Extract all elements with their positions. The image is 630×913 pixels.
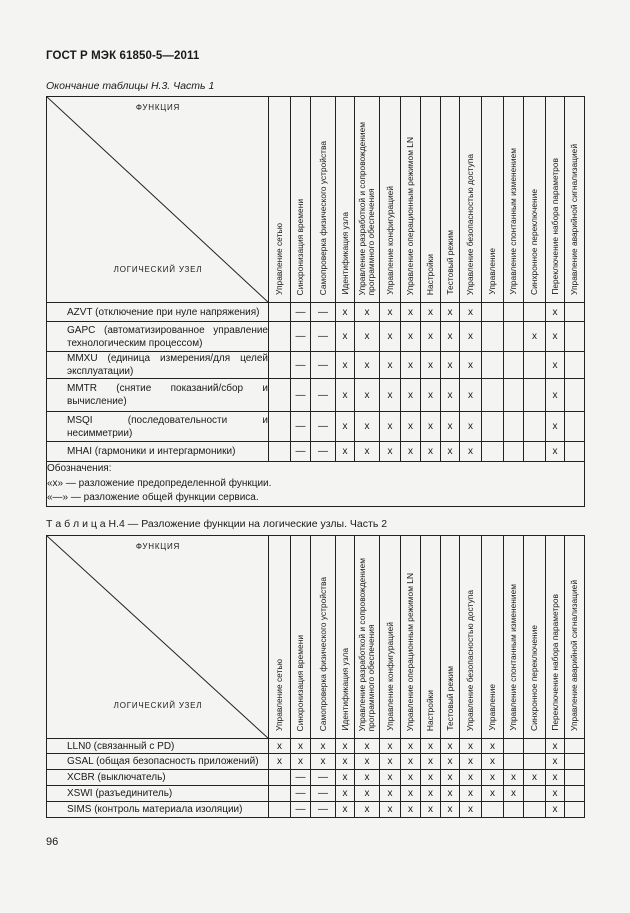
table-cell: x	[460, 379, 482, 412]
function-axis-label: ФУНКЦИЯ	[135, 542, 181, 551]
table1-notes	[47, 462, 585, 507]
table-cell: x	[380, 442, 401, 462]
table-cell	[565, 770, 585, 786]
column-header-label: Управление операционным режимом LN	[405, 572, 416, 731]
table-cell	[482, 379, 504, 412]
table-cell	[565, 322, 585, 352]
table-cell	[269, 770, 291, 786]
column-header-label: Управление спонтанным изменением	[508, 148, 519, 295]
table-cell	[269, 412, 291, 442]
table-cell: x	[401, 739, 421, 754]
table-cell: x	[546, 802, 565, 818]
table-cell	[504, 754, 524, 770]
table-cell: —	[311, 303, 336, 322]
table-row	[47, 770, 585, 786]
logical-node-name	[47, 770, 269, 786]
table-cell: x	[546, 322, 565, 352]
column-header	[482, 97, 504, 303]
table-cell: x	[460, 442, 482, 462]
table-cell: x	[460, 754, 482, 770]
table-cell: x	[311, 739, 336, 754]
column-header-label: Управление аварийной сигнализацией	[569, 144, 580, 295]
table-cell	[269, 786, 291, 802]
table-cell	[504, 739, 524, 754]
table-cell: —	[291, 322, 311, 352]
table-cell	[565, 786, 585, 802]
table2-header-corner	[47, 536, 269, 739]
table-cell: —	[311, 322, 336, 352]
table-cell: x	[524, 322, 546, 352]
table-cell: —	[291, 379, 311, 412]
table-cell: x	[546, 379, 565, 412]
logical-node-label: MMXU (единица измерения/для целей эксплуатации)	[67, 353, 268, 377]
logical-node-name	[47, 412, 269, 442]
table-cell: —	[291, 442, 311, 462]
column-header-label: Самопроверка физического устройства	[317, 576, 328, 731]
column-header	[460, 536, 482, 739]
table-cell	[504, 303, 524, 322]
table-cell: x	[401, 786, 421, 802]
table2-caption: Т а б л и ц а Н.4 — Разложение функции на логические узлы. Часть 2	[46, 518, 388, 530]
table-cell: x	[460, 786, 482, 802]
column-header-label: Управление разработкой и сопровождением программного обеспечения	[357, 557, 376, 731]
table-cell	[504, 442, 524, 462]
table-cell: x	[460, 352, 482, 379]
table-cell: x	[421, 352, 441, 379]
column-header-label: Управление спонтанным изменением	[508, 584, 519, 731]
table-cell: x	[355, 802, 380, 818]
table-cell: x	[421, 412, 441, 442]
column-header	[482, 536, 504, 739]
table-cell	[482, 322, 504, 352]
table-cell: x	[380, 322, 401, 352]
table-cell: x	[380, 786, 401, 802]
table-cell: x	[355, 739, 380, 754]
table-cell: x	[460, 739, 482, 754]
table-cell: x	[401, 412, 421, 442]
table-row	[47, 322, 585, 352]
table-cell	[482, 802, 504, 818]
table-cell	[504, 412, 524, 442]
table1-header-corner	[47, 97, 269, 303]
table-cell: x	[355, 770, 380, 786]
column-header	[269, 97, 291, 303]
table-cell	[565, 739, 585, 754]
column-header-label: Самопроверка физического устройства	[317, 140, 328, 295]
table-cell: x	[355, 754, 380, 770]
table-cell: x	[460, 303, 482, 322]
table-row	[47, 786, 585, 802]
table-cell	[565, 442, 585, 462]
column-header-label: Управление сетью	[274, 659, 285, 731]
table-cell: x	[441, 739, 460, 754]
column-header	[460, 97, 482, 303]
table-cell: x	[421, 802, 441, 818]
table-cell: x	[441, 412, 460, 442]
column-header-label: Управление разработкой и сопровождением программного обеспечения	[357, 121, 376, 295]
column-header-label: Тестовый режим	[444, 230, 455, 295]
logical-node-label: MSQI (последовательности и несимметрии)	[67, 414, 268, 439]
column-header	[311, 536, 336, 739]
table-cell: x	[421, 754, 441, 770]
column-header-label: Настройки	[425, 253, 436, 295]
column-header	[421, 536, 441, 739]
table-cell: x	[421, 303, 441, 322]
table-cell: x	[380, 412, 401, 442]
table-cell: x	[311, 754, 336, 770]
table-cell: x	[380, 802, 401, 818]
table-cell: x	[441, 754, 460, 770]
logical-node-axis-label: ЛОГИЧЕСКИЙ УЗЕЛ	[113, 265, 203, 274]
table-cell	[504, 322, 524, 352]
column-header	[504, 97, 524, 303]
table-cell: x	[482, 786, 504, 802]
table-cell: x	[421, 739, 441, 754]
logical-node-name	[47, 442, 269, 462]
table-cell: x	[355, 352, 380, 379]
column-header	[565, 97, 585, 303]
table-cell: x	[380, 303, 401, 322]
logical-node-name	[47, 303, 269, 322]
column-header-label: Управление безопасностью доступа	[465, 153, 476, 295]
table-cell: x	[441, 802, 460, 818]
table-cell: x	[336, 352, 355, 379]
table-cell: x	[504, 786, 524, 802]
logical-node-name	[47, 802, 269, 818]
logical-node-label: XSWI (разъединитель)	[67, 788, 173, 799]
table-cell	[524, 754, 546, 770]
table-cell: x	[336, 802, 355, 818]
table-cell: x	[401, 322, 421, 352]
logical-node-axis-label: ЛОГИЧЕСКИЙ УЗЕЛ	[113, 701, 203, 710]
table-cell: x	[421, 379, 441, 412]
table-cell: x	[355, 786, 380, 802]
table-cell	[524, 802, 546, 818]
table-cell: x	[401, 802, 421, 818]
table-cell: —	[311, 770, 336, 786]
table-cell: x	[336, 754, 355, 770]
table-cell: x	[401, 352, 421, 379]
table-cell: x	[441, 379, 460, 412]
column-header	[565, 536, 585, 739]
table-cell: —	[291, 802, 311, 818]
table-cell: x	[380, 770, 401, 786]
table-cell: x	[546, 442, 565, 462]
table-cell: —	[291, 352, 311, 379]
table-cell: x	[546, 412, 565, 442]
table-cell	[482, 412, 504, 442]
page-number: 96	[46, 836, 59, 848]
table-cell	[269, 379, 291, 412]
table-cell: —	[311, 412, 336, 442]
column-header-label: Управление безопасностью доступа	[465, 589, 476, 731]
table-cell: x	[336, 770, 355, 786]
logical-node-label: LLN0 (связанный с PD)	[67, 740, 175, 752]
table-cell: x	[380, 352, 401, 379]
table-cell: x	[441, 303, 460, 322]
logical-node-label: GAPC (автоматизированное управление технологическим процессом)	[67, 324, 268, 349]
table-cell: x	[421, 442, 441, 462]
table-row	[47, 412, 585, 442]
table-cell: x	[421, 322, 441, 352]
column-header-label: Тестовый режим	[444, 666, 455, 731]
column-header	[524, 97, 546, 303]
column-header-label: Управление конфигурацией	[384, 622, 395, 731]
table-cell: x	[380, 739, 401, 754]
logical-node-name	[47, 754, 269, 770]
column-header	[355, 536, 380, 739]
table-cell	[482, 352, 504, 379]
column-header-label: Переключение набора параметров	[549, 158, 560, 295]
table-cell	[504, 802, 524, 818]
table-cell: x	[336, 739, 355, 754]
logical-node-name	[47, 322, 269, 352]
column-header-label: Управление аварийной сигнализацией	[569, 580, 580, 731]
table-cell: x	[460, 412, 482, 442]
table-cell: x	[546, 303, 565, 322]
column-header	[546, 536, 565, 739]
column-header-label: Управление конфигурацией	[384, 186, 395, 295]
column-header	[504, 536, 524, 739]
table-cell: x	[524, 770, 546, 786]
table-cell	[524, 786, 546, 802]
table-cell: x	[460, 802, 482, 818]
column-header-label: Идентификация узла	[339, 212, 350, 295]
table-cell: x	[269, 754, 291, 770]
table-cell: x	[291, 739, 311, 754]
logical-node-label: XCBR (выключатель)	[67, 772, 166, 783]
logical-node-label: MHAI (гармоники и интергармоники)	[67, 446, 236, 457]
column-header-label: Управление	[487, 248, 498, 295]
table2	[46, 535, 585, 818]
note-dash: «—» — разложение общей функции сервиса.	[47, 492, 259, 503]
table-cell	[482, 303, 504, 322]
table-cell	[504, 379, 524, 412]
table-cell: x	[355, 303, 380, 322]
column-header	[291, 97, 311, 303]
table-cell: x	[546, 352, 565, 379]
column-header	[546, 97, 565, 303]
table-cell	[269, 802, 291, 818]
column-header	[401, 536, 421, 739]
table-cell: —	[291, 412, 311, 442]
table-row	[47, 442, 585, 462]
table-cell: x	[546, 786, 565, 802]
table-cell: x	[401, 303, 421, 322]
column-header	[524, 536, 546, 739]
table-cell	[482, 442, 504, 462]
column-header	[401, 97, 421, 303]
table-cell: x	[336, 442, 355, 462]
column-header-label: Идентификация узла	[339, 648, 350, 731]
table-cell	[565, 379, 585, 412]
column-header-label: Переключение набора параметров	[549, 594, 560, 731]
column-header-label: Синхронное переключение	[529, 625, 540, 731]
table-cell: x	[546, 770, 565, 786]
column-header	[380, 97, 401, 303]
table-cell: x	[482, 754, 504, 770]
column-header-label: Синхронное переключение	[529, 189, 540, 295]
table-cell: x	[546, 754, 565, 770]
notes-heading: Обозначения:	[47, 463, 112, 474]
logical-node-label: SIMS (контроль материала изоляции)	[67, 804, 243, 815]
table-cell: x	[355, 412, 380, 442]
column-header-label: Управление сетью	[274, 223, 285, 295]
table-cell: x	[441, 442, 460, 462]
table-cell: —	[311, 442, 336, 462]
table-cell: x	[441, 322, 460, 352]
table-row	[47, 352, 585, 379]
table-cell: x	[380, 379, 401, 412]
column-header	[269, 536, 291, 739]
table-cell: x	[441, 786, 460, 802]
table-cell: x	[441, 352, 460, 379]
table-cell: x	[421, 770, 441, 786]
table1	[46, 96, 585, 507]
table-cell	[524, 303, 546, 322]
table-cell: —	[311, 352, 336, 379]
table-cell: x	[460, 322, 482, 352]
logical-node-label: MMTR (снятие показаний/сбор и вычисление)	[67, 383, 268, 407]
table-cell: x	[269, 739, 291, 754]
table-cell: —	[311, 802, 336, 818]
table-cell: x	[482, 770, 504, 786]
table-cell: x	[421, 786, 441, 802]
column-header-label: Управление операционным режимом LN	[405, 136, 416, 295]
note-x: «x» — разложение предопределенной функции.	[47, 477, 272, 489]
table-cell	[565, 802, 585, 818]
table-cell: x	[336, 412, 355, 442]
table-cell: x	[460, 770, 482, 786]
function-axis-label: ФУНКЦИЯ	[135, 103, 181, 112]
table-cell: x	[401, 770, 421, 786]
logical-node-label: AZVT (отключение при нуле напряжения)	[67, 306, 260, 318]
column-header	[421, 97, 441, 303]
table-cell	[524, 412, 546, 442]
table-row	[47, 379, 585, 412]
column-header	[336, 97, 355, 303]
column-header-label: Синхронизация времени	[295, 634, 306, 731]
table-cell: —	[291, 770, 311, 786]
table-row	[47, 739, 585, 754]
table-cell	[269, 352, 291, 379]
table-cell	[524, 739, 546, 754]
column-header	[311, 97, 336, 303]
table-cell: x	[441, 770, 460, 786]
table-cell	[565, 412, 585, 442]
logical-node-label: GSAL (общая безопасность приложений)	[67, 756, 259, 767]
table-row	[47, 303, 585, 322]
column-header-label: Синхронизация времени	[295, 198, 306, 295]
table-cell: x	[291, 754, 311, 770]
column-header	[380, 536, 401, 739]
table-cell	[565, 303, 585, 322]
table-cell: x	[355, 379, 380, 412]
column-header	[355, 97, 380, 303]
table-cell: x	[336, 303, 355, 322]
column-header	[336, 536, 355, 739]
table-cell: —	[291, 303, 311, 322]
table-cell: —	[311, 786, 336, 802]
column-header	[441, 97, 460, 303]
table-cell: x	[355, 322, 380, 352]
table-cell: —	[311, 379, 336, 412]
table-cell: x	[504, 770, 524, 786]
table-cell	[565, 754, 585, 770]
table-cell	[524, 442, 546, 462]
column-header	[441, 536, 460, 739]
table-cell	[269, 303, 291, 322]
logical-node-name	[47, 352, 269, 379]
table-cell	[524, 379, 546, 412]
table-cell: x	[355, 442, 380, 462]
table-cell	[504, 352, 524, 379]
table-cell: x	[546, 739, 565, 754]
table-cell	[524, 352, 546, 379]
column-header-label: Управление	[487, 684, 498, 731]
table-cell: x	[401, 442, 421, 462]
table-cell	[269, 322, 291, 352]
column-header-label: Настройки	[425, 689, 436, 731]
table-cell: —	[291, 786, 311, 802]
table-cell: x	[380, 754, 401, 770]
table1-caption: Окончание таблицы Н.3. Часть 1	[46, 80, 215, 92]
table-cell	[565, 352, 585, 379]
table-row	[47, 754, 585, 770]
logical-node-name	[47, 786, 269, 802]
document-title: ГОСТ Р МЭК 61850-5—2011	[46, 50, 200, 62]
column-header	[291, 536, 311, 739]
table-cell: x	[336, 786, 355, 802]
logical-node-name	[47, 739, 269, 754]
table-cell: x	[336, 379, 355, 412]
table-row	[47, 802, 585, 818]
table-cell: x	[401, 379, 421, 412]
logical-node-name	[47, 379, 269, 412]
table-cell	[269, 442, 291, 462]
table-cell: x	[482, 739, 504, 754]
table-cell: x	[336, 322, 355, 352]
table-cell: x	[401, 754, 421, 770]
